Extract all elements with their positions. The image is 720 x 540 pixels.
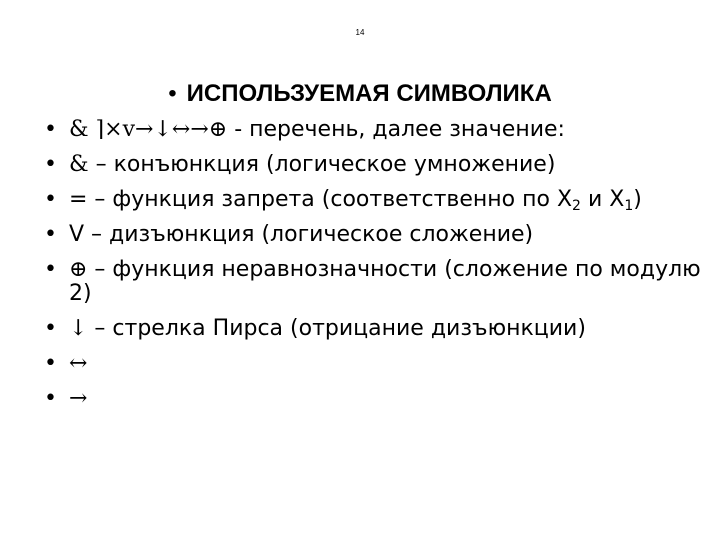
list-item-disjunction bbox=[44, 223, 704, 247]
item-text-mid: и X bbox=[580, 187, 625, 212]
item-text: – стрелка Пирса (отрицание дизъюнкции) bbox=[87, 316, 586, 341]
down-arrow-symbol: ↓ bbox=[69, 316, 88, 341]
item-text-tail: ) bbox=[633, 187, 642, 212]
item-text: = – функция запрета (соответственно по X bbox=[69, 187, 573, 212]
bullet: • bbox=[44, 222, 57, 247]
subscript: 2 bbox=[572, 198, 581, 214]
list-item-equivalence bbox=[44, 352, 704, 376]
item-text: - перечень, далее значение: bbox=[227, 117, 565, 142]
left-right-arrow-symbol: ↔ bbox=[69, 351, 88, 376]
list-item-prohibition bbox=[44, 188, 704, 212]
list-item-conjunction bbox=[44, 153, 704, 177]
bullet: • bbox=[44, 152, 57, 177]
item-text: – функция неравнозначности (сложение по модулю 2) bbox=[69, 257, 701, 306]
item-text: – конъюнкция (логическое умножение) bbox=[88, 152, 556, 177]
bullet: • bbox=[44, 117, 57, 142]
title-bullet: • bbox=[168, 80, 177, 107]
slide-title bbox=[0, 80, 720, 108]
list-item-implication bbox=[44, 387, 704, 411]
bullet-list bbox=[44, 118, 704, 422]
title-text: ИСПОЛЬЗУЕМАЯ СИМВОЛИКА bbox=[186, 80, 552, 107]
ampersand-symbol: & bbox=[69, 152, 89, 177]
item-text: V – дизъюнкция (логическое сложение) bbox=[69, 222, 534, 247]
subscript: 1 bbox=[624, 198, 634, 214]
page-number: 14 bbox=[355, 28, 365, 37]
bullet: • bbox=[44, 316, 57, 341]
bullet: • bbox=[44, 351, 57, 376]
list-item-xor bbox=[44, 258, 704, 306]
circled-plus-symbol: ⊕ bbox=[69, 257, 88, 282]
list-item-symbols bbox=[44, 118, 704, 142]
bullet: • bbox=[44, 386, 57, 411]
bullet: • bbox=[44, 257, 57, 282]
list-item-peirce-arrow bbox=[44, 317, 704, 341]
symbol-list: & ⌉×v→↓↔→⊕ bbox=[69, 117, 228, 142]
right-arrow-symbol: → bbox=[69, 386, 88, 411]
bullet: • bbox=[44, 187, 57, 212]
